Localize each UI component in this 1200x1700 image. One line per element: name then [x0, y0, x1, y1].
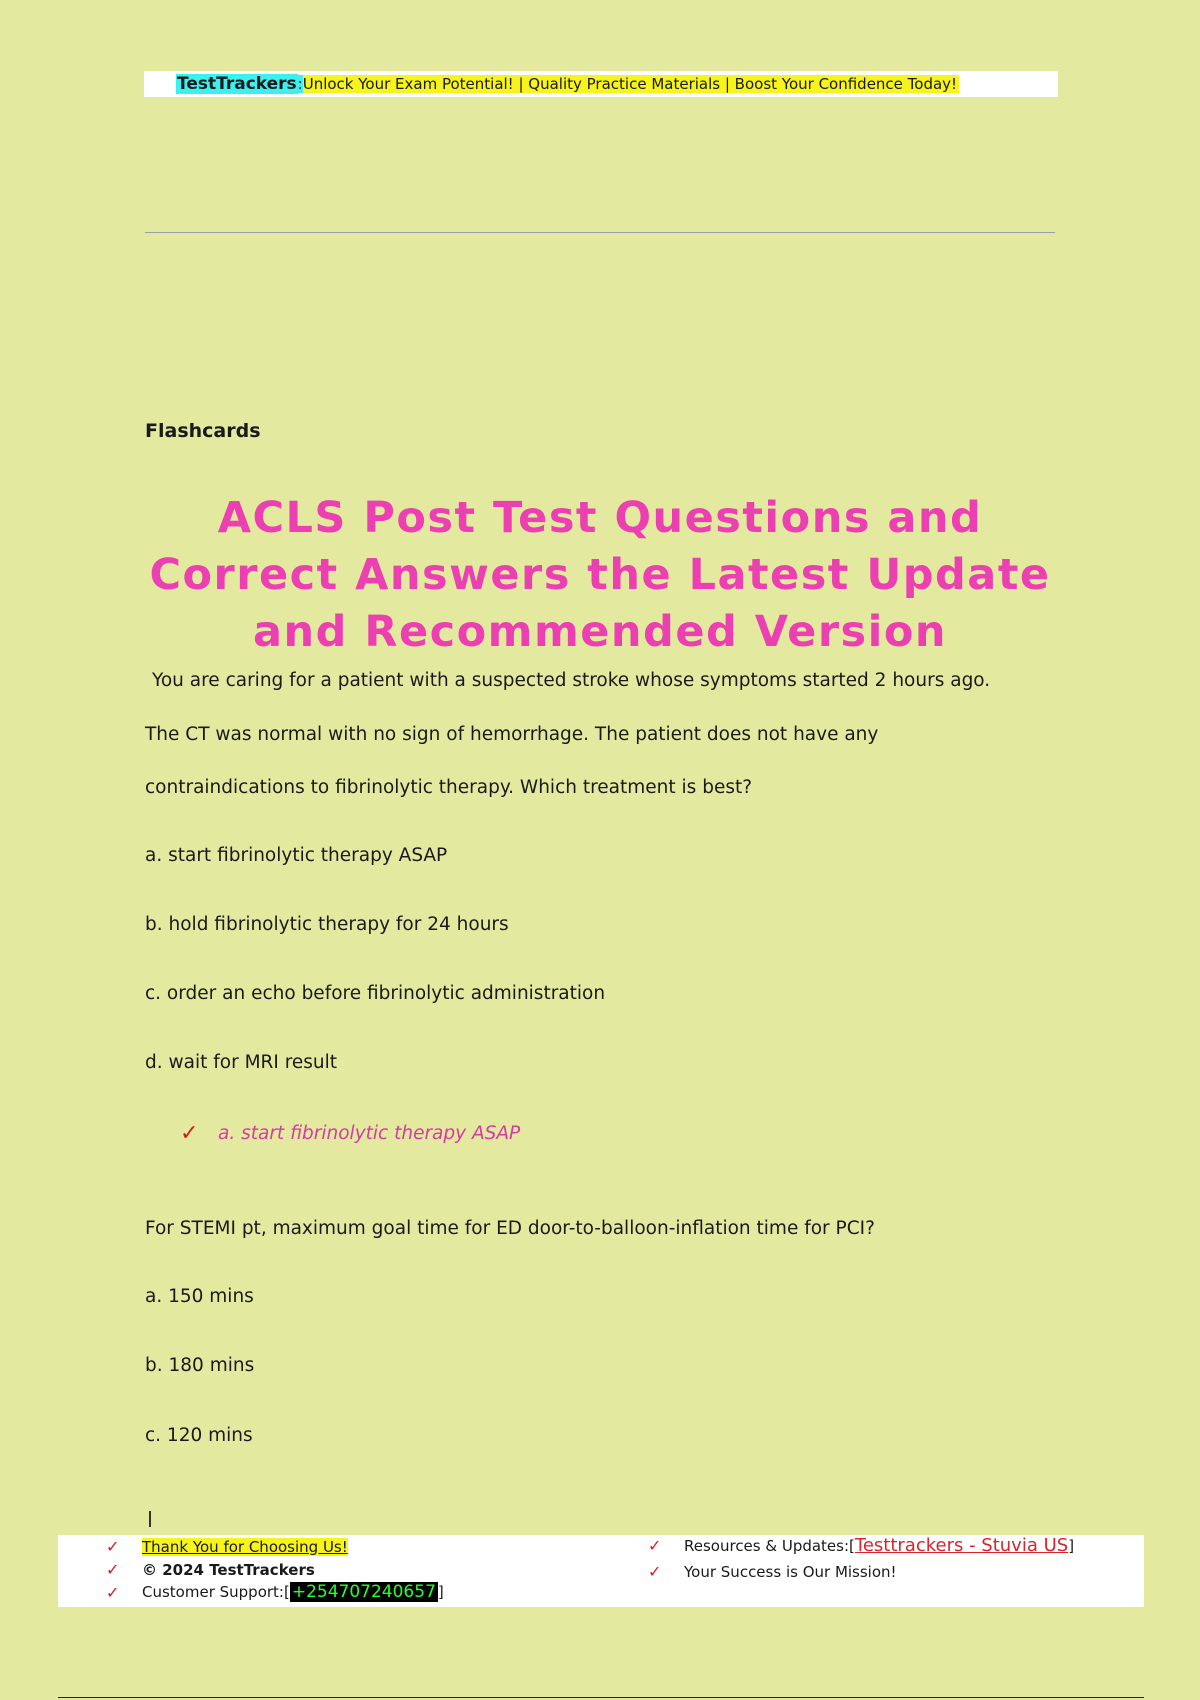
question-1-option-b: b. hold fibrinolytic therapy for 24 hours [145, 914, 509, 935]
question-2-option-c: c. 120 mins [145, 1425, 253, 1446]
footer-support-label: Customer Support: [142, 1583, 284, 1601]
horizontal-divider [145, 232, 1055, 233]
question-1-answer [180, 1121, 520, 1146]
footer-box [58, 1535, 1144, 1607]
question-1-option-a: a. start fibrinolytic therapy ASAP [145, 845, 448, 866]
question-2-option-a: a. 150 mins [145, 1286, 254, 1307]
footer-copyright-row [106, 1560, 315, 1579]
check-mark-icon: ✓ [106, 1560, 120, 1579]
question-1-line-2: The CT was normal with no sign of hemorrhage. The patient does not have any [145, 724, 879, 745]
page-bottom-rule [58, 1697, 1144, 1698]
footer-mission-row [648, 1562, 897, 1581]
bracket-close: ] [437, 1583, 444, 1601]
question-1-option-d: d. wait for MRI result [145, 1052, 338, 1073]
check-mark-icon: ✓ [648, 1562, 662, 1581]
question-1-answer-text: a. start fibrinolytic therapy ASAP [218, 1123, 521, 1144]
text-cursor [149, 1511, 151, 1527]
document-title: ACLS Post Test Questions and Correct Answers the Latest Update and Recommended Version [149, 493, 1051, 657]
footer-mission: Your Success is Our Mission! [684, 1562, 897, 1581]
footer-copyright: © 2024 TestTrackers [142, 1560, 315, 1579]
bracket-open: [ [849, 1536, 855, 1555]
bracket-close: ] [1068, 1536, 1075, 1555]
check-mark-icon: ✓ [180, 1121, 199, 1146]
check-mark-icon: ✓ [648, 1536, 662, 1555]
footer-thank-you-row [106, 1537, 348, 1556]
footer-resources-row [648, 1535, 1074, 1556]
support-phone-number[interactable]: +254707240657 [291, 1582, 436, 1602]
header-tagline: Unlock Your Exam Potential! | Quality Practice Materials | Boost Your Confidence Today! [302, 75, 958, 93]
question-1-option-c: c. order an echo before fibrinolytic administration [145, 983, 606, 1004]
header-banner [144, 71, 1058, 97]
check-mark-icon: ✓ [106, 1582, 120, 1602]
question-2-text: For STEMI pt, maximum goal time for ED door-to-balloon-inflation time for PCI? [145, 1218, 875, 1239]
header-banner-text [176, 72, 959, 96]
brand-separator: : [297, 75, 303, 93]
footer-resources-label: Resources & Updates: [684, 1536, 850, 1555]
footer-thank-you: Thank You for Choosing Us! [142, 1537, 348, 1556]
bracket-open: [ [283, 1583, 290, 1601]
check-mark-icon: ✓ [106, 1537, 120, 1556]
question-1-line-1: You are caring for a patient with a suspected stroke whose symptoms started 2 hours ago. [152, 670, 991, 691]
question-2-option-b: b. 180 mins [145, 1355, 255, 1376]
section-label: Flashcards [145, 420, 261, 442]
brand-name: TestTrackers [177, 74, 297, 94]
resources-link[interactable]: Testtrackers - Stuvia US [854, 1535, 1069, 1556]
footer-support-row [106, 1582, 444, 1602]
question-1-line-3: contraindications to fibrinolytic therapy. Which treatment is best? [145, 777, 753, 798]
